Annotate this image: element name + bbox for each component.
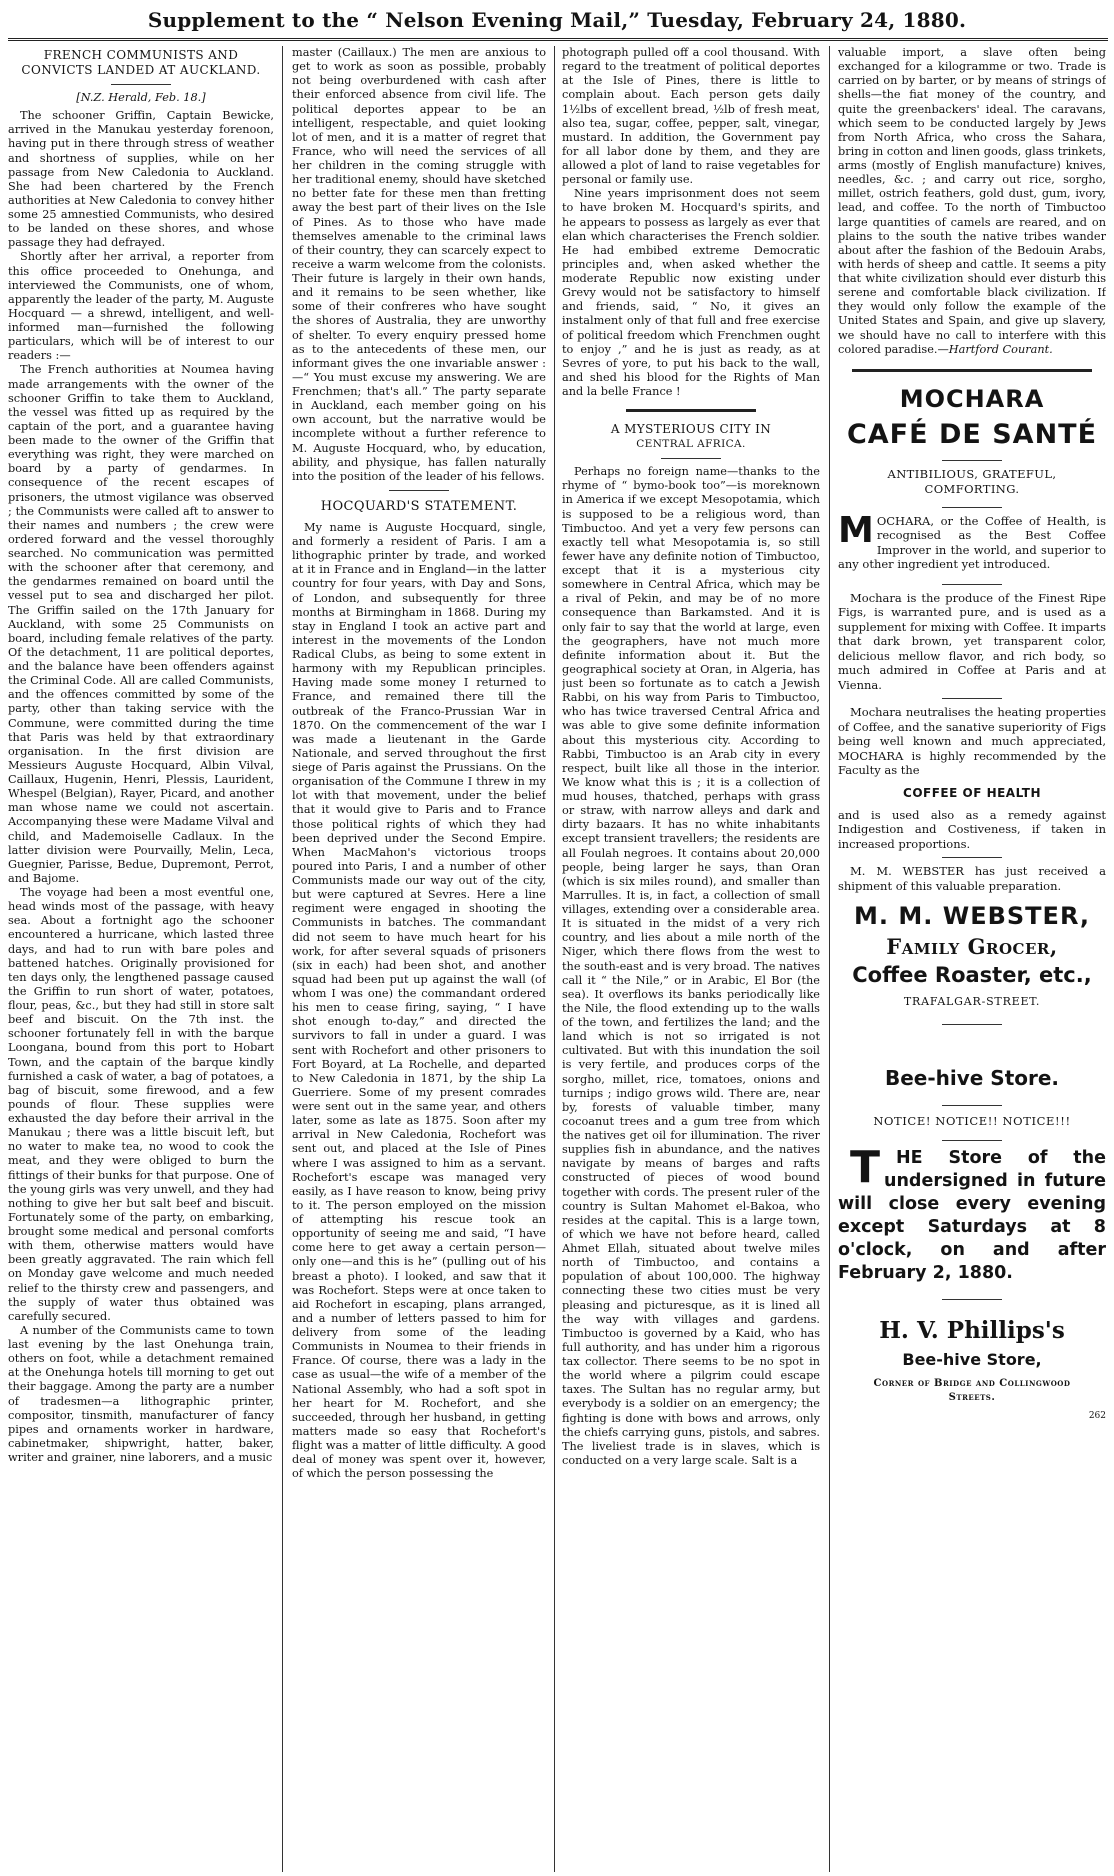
mochara-ad bbox=[838, 384, 1106, 894]
article-title bbox=[8, 48, 274, 78]
store-notice bbox=[838, 1141, 1106, 1285]
divider bbox=[942, 460, 1002, 461]
divider bbox=[942, 1140, 1002, 1141]
store-address bbox=[838, 1377, 1106, 1405]
merchant-address: TRAFALGAR-STREET. bbox=[903, 995, 1041, 1009]
column-divider bbox=[829, 46, 830, 1872]
divider bbox=[942, 698, 1002, 699]
paragraph bbox=[838, 46, 1106, 357]
divider bbox=[626, 409, 756, 412]
column-4 bbox=[838, 46, 1106, 1872]
ad-tagline bbox=[838, 467, 1106, 497]
coffee-of-health-heading: COFFEE OF HEALTH bbox=[903, 785, 1041, 800]
divider bbox=[389, 490, 449, 491]
paragraph: My name is Auguste Hocquard, single, and formerly a resident of Paris. I am a lithographic printer by trade, and worked at it in France and in England—in the latter country for four years, with Day and Sons, of London, and subsequently for three months at Birmingham in 1868. During my stay in England I took an active part and interest in the movements of the London Radical Clubs, as being to some extent in harmony with my Republican principles. Having made some money I returned to France, and remained there till the outbreak of the Franco-Prussian War in 1870. On the commencement of the war I was made a lieutenant in the Garde Nationale, and served throughout the first siege of Paris against the Prussians. On the organisation of the Commune I threw in my lot with that movement, under the belief that it would give to Paris and to France those political rights of which they had been deprived under the Second Empire. When MacMahon's victorious troops poured into Paris, I and a number of other Communists made our way out of the city, but were captured at Sevres. Here a line regiment were engaged in shooting the Communists in batches. The commandant did not seem to have much heart for his work, for after several squads of prisoners (six in each) had been shot, and another squad had been put up against the wall (of whom I was one) the commandant ordered his men to cease firing, saying, “ I have shot enough to-day,” and directed the survivors to fall in under a guard. I was sent with Rochefort and other prisoners to Fort Boyard, at La Rochelle, and departed to New Caledonia in 1871, by the ship La Guerriere. Some of my present comrades were sent out in the same year, and others later, some as late as 1875. Soon after my arrival in New Caledonia, Rochefort was sent out, and placed at the Isle of Pines where I was assigned to him as a servant. Rochefort's escape was managed very easily, as I have reason to know, being privy to it. The person employed on the mission of attempting his rescue took an opportunity of seeing me and said, “I have come here to get away a certain person—only one—and this is he” (pulling out of his breast a photo). I looked, and saw that it was Rochefort. Steps were at once taken to aid Rochefort in escaping, plans arranged, and a number of letters passed to him for delivery from some of the leading Communists in Noumea to their friends in France. Of course, there was a lady in the case as usual—the wife of a member of the National Assembly, who had a soft spot in her heart for M. Rochefort, and she succeeded, through her husband, in getting matters made so easy that Rochefort's flight was a matter of little difficulty. A good deal of money was spent over it, however, of which the person possessing the bbox=[292, 520, 546, 1481]
divider bbox=[661, 458, 721, 459]
column-2 bbox=[292, 46, 546, 1872]
paragraph: The voyage had been a most eventful one, head winds most of the passage, with heavy sea. About a fortnight ago the schooner encountered a hurricane, which lasted three days, and had to run with bare poles and battened hatches. Originally provisioned for ten days only, the lengthened passage caused the Griffin to run short of water, potatoes, flour, peas, &c., but they had still in store salt beef and biscuit. On the 7th inst. the schooner fortunately fell in with the barque Loongana, bound from this port to Hobart Town, and the captain of the barque kindly furnished a cask of water, a bag of potatoes, a bag of biscuit, some firewood, and a few pounds of flour. These supplies were exhausted the day before their arrival in the Manukau ; there was a little biscuit left, but no water to make tea, no wood to cook the meat, and they were obliged to burn the fittings of their bunks for that purpose. One of the young girls was very unwell, and they had nothing to give her but salt beef and biscuit. Fortunately some of the party, on embarking, brought some medical and personal comforts with them, otherwise matters would have been greatly aggravated. The rain which fell on Monday gave welcome and much needed relief to the thirsty crew and passengers, and the supply of water thus obtained was carefully secured. bbox=[8, 886, 274, 1323]
paragraph: and is used also as a remedy against Indigestion and Costiveness, if taken in increased proportions. bbox=[838, 807, 1106, 851]
paragraph: A number of the Communists came to town last evening by the last Onehunga train, others on foot, while a detachment remained at the Onehunga hotels till morning to get out their baggage. Among the party are a number of tradesmen—a lithographic printer, compositor, tinsmith, manufacturer of fancy pipes and ornaments worker in hardware, cabinetmaker, shipwright, hatter, baker, writer and grainer, nine laborers, and a music bbox=[8, 1323, 274, 1464]
paragraph: The schooner Griffin, Captain Bewicke, arrived in the Manukau yesterday forenoon, having put in there through stress of weather and shortness of supplies, while on her passage from New Caledonia to Auckland. She had been chartered by the French authorities at New Caledonia to convey hither some 25 amnestied Communists, who desired to be landed on these shores, and whose passage they had defrayed. bbox=[8, 109, 274, 250]
store-name: Bee-hive Store, bbox=[902, 1349, 1042, 1369]
masthead: Supplement to the “ Nelson Evening Mail,” Tuesday, February 24, 1880. bbox=[147, 8, 967, 32]
article-title-line: CONVICTS LANDED AT AUCKLAND. bbox=[21, 63, 261, 77]
article-title bbox=[562, 422, 820, 452]
store-notice-text: HE Store of the undersigned in future will close every evening except Saturdays at 8 o'clock, on and after February 2, 1880. bbox=[838, 1147, 1106, 1283]
ad-subtitle: CAFÉ DE SANTÉ bbox=[846, 418, 1098, 450]
paragraph: Perhaps no foreign name—thanks to the rhyme of “ bymo-book too”—is moreknown in America if we except Mesopotamia, which is supposed to be a religious word, than Timbuctoo. And yet a very few persons can exactly tell what Mesopotamia is, so still fewer have any definite notion of Timbuctoo, except that it is a mysterious city somewhere in Central Africa, which may be a rival of Pekin, and may be of no more consequence than Barkamsted. And it is only fair to say that the world at large, even the geographers, have not much more definite information about it. But the geographical society at Oran, in Algeria, has just been so fortunate as to catch a Jewish Rabbi, on his way from Paris to Timbuctoo, who has twice traversed Central Africa and was able to give some definite information about this mysterious city. According to Rabbi, Timbuctoo is an Arab city in every respect, built like all those in the interior. We know what this is ; it is a collection of mud houses, thatched, perhaps with grass or straw, with narrow alleys and dark and dirty bazaars. It has no white inhabitants except transient travellers; the residents are all Foulah negroes. It contains about 20,000 people, being larger he says, than Oran (which is six miles round), and smaller than Marrulles. It is, in fact, a collection of small villages, extending over a considerable area. It is situated in the midst of a very rich country, and lies about a mile north of the Niger, which there flows from the west to the south-east and is very broad. The natives call it “ the Nile,” or in Arabic, El Bor (the sea). It overflows its banks periodically like the Nile, the flood extending up to the walls of the town, and fertilizes the land; and the land which is not so irrigated is not cultivated. But with this inundation the soil is very fertile, and produces corps of the sorgho, millet, rice, tomatoes, onions and turnips ; indigo grows wild. There are, near by, forests of valuable timber, many cocoanut trees and a gum tree from which the natives get oil for illumination. The river supplies fish in abundance, and the natives navigate by means of barges and rafts constructed of pieces of wood bound together with cords. The present ruler of the country is Sultan Mahomet el-Bakoa, who resides at the capital. This is a large town, of which we have not before heard, called Ahmet Ellah, situated about twelve miles north of Timbuctoo, and contains a population of about 100,000. The highway connecting these two cities must be very pleasing and picturesque, as it is lined all the way with villages and gardens. Timbuctoo is governed by a Kaid, who has full authority, and has under him a rigorous tax collector. There seems to be no spot in the world where a pilgrim could escape taxes. The Sultan has no regular army, but everybody is a soldier on an emergency; the fighting is done with bows and arrows, only the chiefs carrying guns, pistols, and sabres. The liveliest trade is in slaves, which is conducted on a very large scale. Salt is a bbox=[562, 465, 820, 1467]
paragraph: photograph pulled off a cool thousand. With regard to the treatment of political deportes at the Isle of Pines, there is little to complain about. Each person gets daily 1½lbs of excellent bread, ½lb of fresh meat, also tea, sugar, coffee, pepper, salt, vinegar, mustard. In addition, the Government pay for all labor done by them, and they are allowed a plot of land to raise vegetables for personal or family use. bbox=[562, 46, 820, 187]
webster-ad bbox=[838, 901, 1106, 1024]
store-title: Bee-hive Store. bbox=[884, 1065, 1060, 1090]
divider bbox=[942, 1105, 1002, 1106]
divider bbox=[852, 369, 1092, 372]
paragraph: M. M. WEBSTER has just received a shipment of this valuable preparation. bbox=[838, 864, 1106, 893]
ad-title: MOCHARA bbox=[899, 384, 1045, 413]
ad-number: 262 bbox=[1088, 1410, 1106, 1421]
merchant-trade: Coffee Roaster, etc., bbox=[852, 963, 1092, 988]
merchant-name: M. M. WEBSTER, bbox=[854, 902, 1090, 931]
address-line: Streets. bbox=[948, 1391, 996, 1403]
section-title: HOCQUARD'S STATEMENT. bbox=[320, 498, 518, 514]
dateline: [N.Z. Herald, Feb. 18.] bbox=[76, 91, 206, 104]
drop-cap: M bbox=[838, 509, 874, 551]
divider bbox=[942, 507, 1002, 508]
paragraph-text: valuable import, a slave often being exchanged for a kilogramme or two. Trade is carried on by barter, or by means of strings of shells—the fiat money of the country, and quite the greenbackers' ideal. The caravans, which seem to be conducted largely by Jews from North Africa, who cross the Sahara, bring in cotton and linen goods, glass trinkets, arms (mostly of English manufacture) knives, needles, &c. ; and carry out rice, sorgho, millet, ostrich feathers, gold dust, gum, ivory, lead, and coffee. To the north of Timbuctoo large quantities of camels are reared, and on plains to the south the native tribes wander about after the fashion of the Bedouin Arabs, with herds of sheep and cattle. It seems a pity that white civilization should ever disturb this serene and comfortable black civilization. If they would only follow the example of the United States and Spain, and give up slavery, we should have no call to interfere with this colored paradise. bbox=[838, 46, 1106, 356]
divider bbox=[111, 84, 171, 85]
proprietor-name: H. V. Phillips's bbox=[879, 1316, 1065, 1344]
tagline-line: COMFORTING. bbox=[924, 481, 1020, 496]
paragraph: The French authorities at Noumea having made arrangements with the owner of the schooner Griffin to take them to Auckland, the vessel was fitted up as required by the captain of the port, and a guarantee having been made to the owner of the Griffin that everything was right, they were marched on board by a party of gendarmes. In consequence of the recent escapes of prisoners, the utmost vigilance was observed ; the Communists were called aft to answer to their names and numbers ; the crew were ordered forward and the vessel thoroughly searched. No communication was permitted with the schooner after that ceremony, and the gendarmes remained on board until the vessel put to sea and discharged her pilot. The Griffin sailed on the 17th January for Auckland, with some 25 Communists on board, including female relatives of the party. Of the detachment, 11 are political deportes, and the balance have been offenders against the Criminal Code. All are called Communists, and the offences committed by some of the party, other than taking service with the Commune, were committed during the time that Paris was held by that extraordinary organisation. In the first division are Messieurs Auguste Hocquard, Albin Vilval, Caillaux, Hugenin, Henri, Plessis, Laurident, Whespel (Belgian), Rayer, Picard, and another man whose name we could not ascertain. Accompanying these were Madame Vilval and child, and Mademoiselle Cadlaux. In the latter division were Pourvailly, Melin, Leca, Guegnier, Parisse, Bedue, Dupremont, Perrot, and Bajome. bbox=[8, 363, 274, 885]
paragraph bbox=[838, 509, 1106, 572]
paragraph: Shortly after her arrival, a reporter from this office proceeded to Onehunga, and interviewed the Communists, one of whom, apparently the leader of the party, M. Auguste Hocquard — a shrewd, intelligent, and well-informed man—furnished the following particulars, which will be of interest to our readers :— bbox=[8, 250, 274, 363]
beehive-ad bbox=[838, 1065, 1106, 1423]
tagline-line: ANTIBILIOUS, GRATEFUL, bbox=[887, 466, 1057, 481]
article-title-line: CENTRAL AFRICA. bbox=[636, 438, 746, 451]
column-divider bbox=[554, 46, 555, 1872]
divider bbox=[942, 1024, 1002, 1025]
article-title-line: FRENCH COMMUNISTS AND bbox=[43, 48, 239, 62]
divider bbox=[942, 584, 1002, 585]
drop-cap: T bbox=[850, 1141, 881, 1193]
paragraph: Nine years imprisonment does not seem to have broken M. Hocquard's spirits, and he appears to possess as largely as ever that elan which characterises the French soldier. He had embibed extreme Democratic principles and, when asked whether the moderate Republic now existing under Grevy would not be satisfactory to himself and friends, said, “ No, it gives an instalment only of that full and free exercise of political freedom which Frenchmen ought to enjoy ,” and he is just as ready, as at Sevres of yore, to put his back to the wall, and shed his blood for the Rights of Man and la belle France ! bbox=[562, 187, 820, 398]
paragraph: Mochara is the produce of the Finest Ripe Figs, is warranted pure, and is used as a supplement for mixing with Coffee. It imparts that dark brown, yet transparent color, delicious mellow flavor, and rich body, so much admired in Coffee at Paris and at Vienna. bbox=[838, 590, 1106, 692]
column-divider bbox=[282, 46, 283, 1872]
address-line: Corner of Bridge and Collingwood bbox=[873, 1377, 1071, 1389]
divider bbox=[942, 857, 1002, 858]
notice-heading: NOTICE! NOTICE!! NOTICE!!! bbox=[873, 1113, 1071, 1128]
paragraph-text: OCHARA, or the Coffee of Health, is recognised as the Best Coffee Improver in the world, and superior to any other ingredient yet introduced. bbox=[838, 513, 1106, 572]
merchant-trade: Family Grocer, bbox=[886, 934, 1058, 960]
article-title-line: A MYSTERIOUS CITY IN bbox=[610, 422, 772, 437]
paragraph: master (Caillaux.) The men are anxious to get to work as soon as possible, probably not being overburdened with cash after their enforced absence from civil life. The political deportes appear to be an intelligent, respectable, and quiet looking lot of men, and it is a matter of regret that France, who will need the services of all her children in the coming struggle with her traditional enemy, should have sketched no better fate for these men than fretting away the best part of their lives on the Isle of Pines. As to those who have made themselves amenable to the criminal laws of their country, they can scarcely expect to receive a warm welcome from the colonists. Their future is largely in their own hands, and it remains to be seen whether, like some of their confreres who have sought the shores of Australia, they are unworthy of shelter. To every enquiry pressed home as to the antecedents of these men, our informant gives the one invariable answer :—“ You must excuse my answering. We are Frenchmen; that's all.” The party separate in Auckland, each member going on his own account, but the narrative would be incomplete without a further reference to M. Auguste Hocquard, who, by education, ability, and physique, has fallen naturally into the position of the leader of his fellows. bbox=[292, 46, 546, 483]
source-credit: —Hartford Courant. bbox=[937, 342, 1053, 356]
paragraph: Mochara neutralises the heating properties of Coffee, and the sanative superiority of Figs being well known and much appreciated, MOCHARA is highly recommended by the Faculty as the bbox=[838, 705, 1106, 778]
column-1 bbox=[8, 46, 274, 1872]
column-3 bbox=[562, 46, 820, 1872]
masthead-rule bbox=[8, 38, 1108, 41]
divider bbox=[942, 1299, 1002, 1300]
